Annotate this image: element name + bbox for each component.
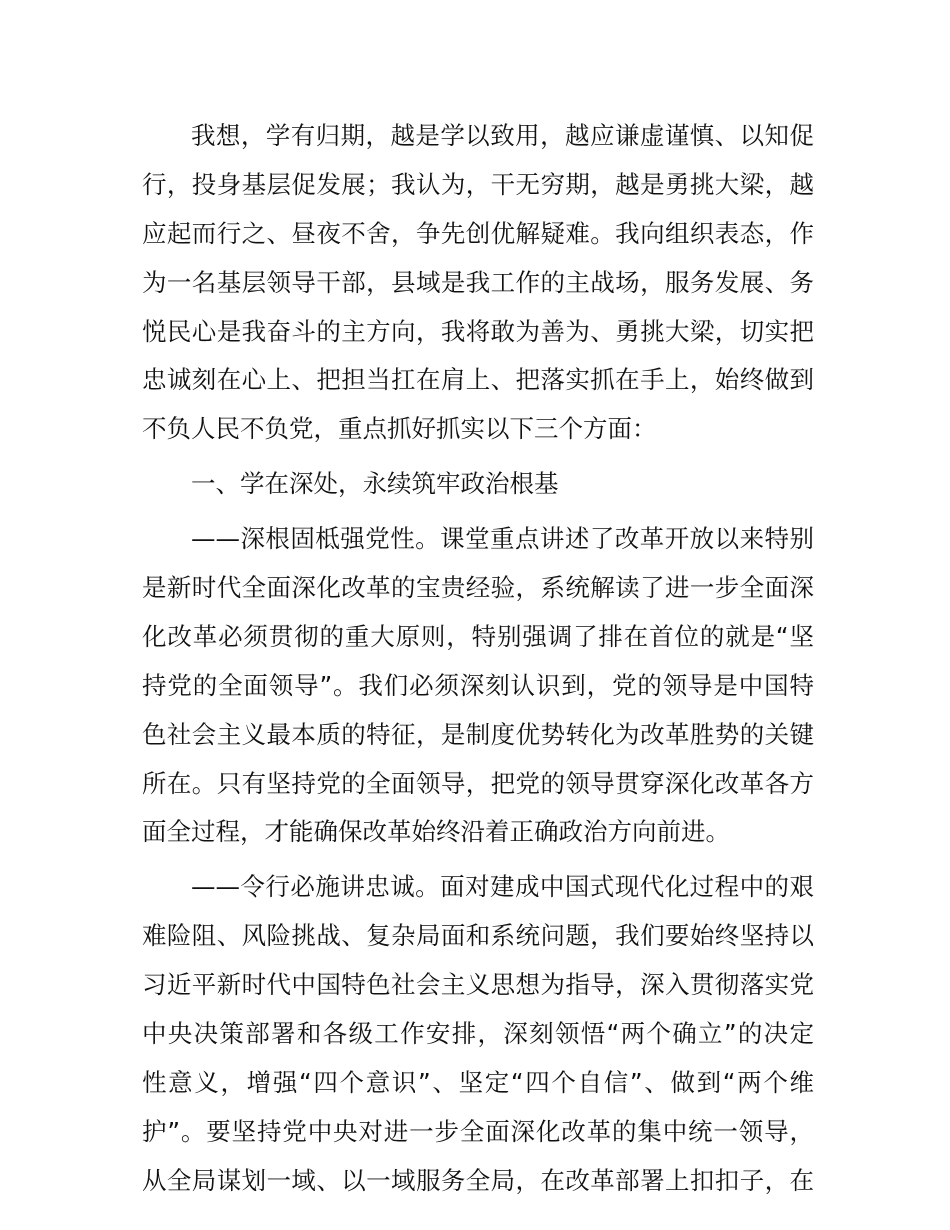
text-line: 所在。只有坚持党的全面领导，把党的领导贯穿深化改革各方	[142, 768, 814, 798]
text-line: ——令行必施讲忠诚。面对建成中国式现代化过程中的艰	[191, 872, 814, 902]
text-line: 忠诚刻在心上、把担当扛在肩上、把落实抓在手上，始终做到	[142, 365, 814, 395]
text-line: 护”。要坚持党中央对进一步全面深化改革的集中统一领导，	[142, 1116, 814, 1146]
paragraph-intro	[142, 112, 814, 454]
text-line: 化改革必须贯彻的重大原则，特别强调了排在首位的就是“坚	[142, 621, 814, 651]
text-line: 色社会主义最本质的特征，是制度优势转化为改革胜势的关键	[142, 719, 814, 749]
text-line: 面全过程，才能确保改革始终沿着正确政治方向前进。	[142, 817, 730, 847]
text-line: 习近平新时代中国特色社会主义思想为指导，深入贯彻落实党	[142, 970, 814, 1000]
text-line: 难险阻、风险挑战、复杂局面和系统问题，我们要始终坚持以	[142, 921, 814, 951]
text-line: 应起而行之、昼夜不舍，争先创优解疑难。我向组织表态，作	[142, 218, 814, 248]
section-heading	[142, 460, 814, 509]
text-line: 我想，学有归期，越是学以致用，越应谦虚谨慎、以知促	[191, 121, 814, 150]
text-line: 中央决策部署和各级工作安排，深刻领悟“两个确立”的决定	[142, 1019, 814, 1049]
text-line: 是新时代全面深化改革的宝贵经验，系统解读了进一步全面深	[142, 573, 814, 603]
text-line: 性意义，增强“四个意识”、坚定“四个自信”、做到“两个维	[142, 1067, 814, 1097]
text-line: 从全局谋划一域、以一域服务全局，在改革部署上扣扣子，在	[142, 1165, 814, 1195]
text-line: 不负人民不负党，重点抓好抓实以下三个方面：	[142, 414, 657, 444]
text-line: 悦民心是我奋斗的主方向，我将敢为善为、勇挑大梁，切实把	[142, 316, 814, 346]
text-line: ——深根固柢强党性。课堂重点讲述了改革开放以来特别	[191, 524, 814, 554]
paragraph-section-1	[142, 515, 814, 857]
heading-text: 一、学在深处，永续筑牢政治根基	[191, 469, 559, 499]
paragraph-section-2	[142, 863, 814, 1205]
document-body	[142, 112, 814, 1206]
text-line: 持党的全面领导”。我们必须深刻认识到，党的领导是中国特	[142, 670, 814, 700]
text-line: 行，投身基层促发展；我认为，干无穷期，越是勇挑大梁，越	[142, 169, 814, 199]
text-line: 为一名基层领导干部，县域是我工作的主战场，服务发展、务	[142, 267, 814, 297]
